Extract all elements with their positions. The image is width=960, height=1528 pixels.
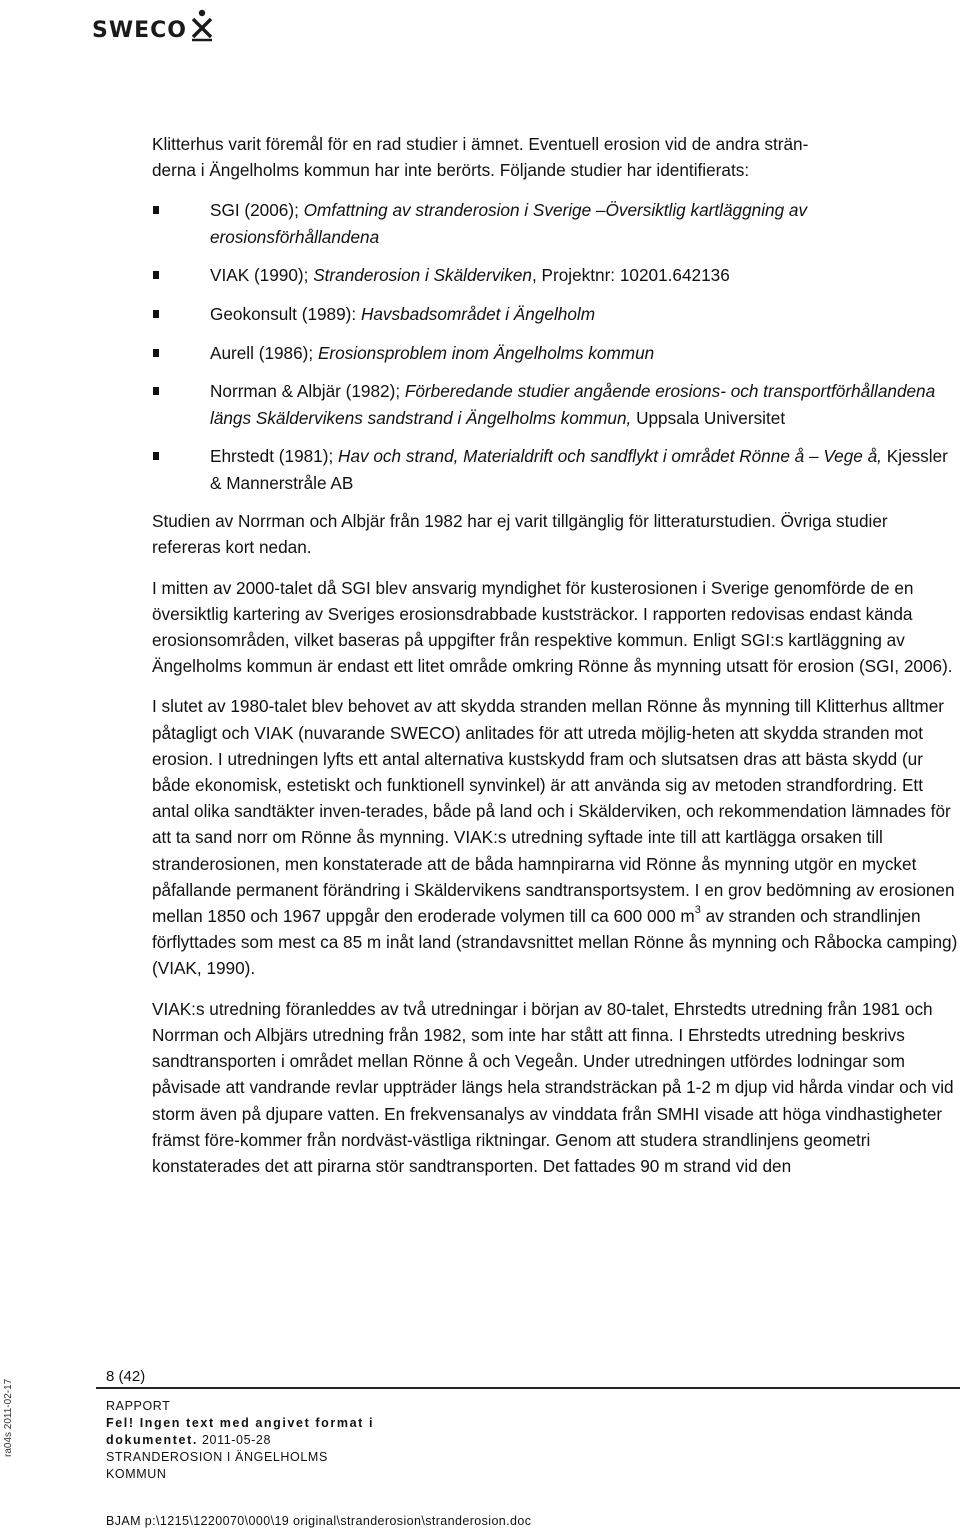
list-item [152, 378, 958, 430]
report-title-1: STRANDEROSION I ÄNGELHOLMS [106, 1450, 328, 1464]
study-tail: Uppsala Universitet [631, 407, 786, 428]
report-date-line [106, 1432, 374, 1449]
sweco-logo [92, 6, 215, 46]
report-date: 2011-05-28 [197, 1433, 272, 1447]
viak-text-b: av stranden och strandlinjen förflyttades som mest ca 85 m inåt land (strandavsnittet mellan Rönne ås mynning och Råbocka camping) (VIAK, 1990). [152, 906, 958, 979]
list-item [152, 197, 958, 249]
studies-list [152, 197, 958, 495]
report-title-2: KOMMUN [106, 1467, 167, 1481]
study-author: Norrman & Albjär (1982); [210, 381, 405, 402]
list-item [152, 443, 958, 495]
intro-line-2: derna i Ängelholms kommun har inte berörts. Följande studier har identifierats: [152, 160, 750, 181]
page-number: 8 (42) [106, 1368, 146, 1385]
study-author: Aurell (1986); [210, 342, 318, 363]
study-title: Havsbadsområdet i Ängelholm [360, 304, 596, 325]
intro-paragraph [152, 131, 958, 183]
report-type: RAPPORT [106, 1399, 171, 1413]
study-title: Förberedande studier angående erosions- och transportförhållandena längs Skäldervikens sandstrand i Ängelholms kommun, [210, 381, 936, 428]
bullet-icon [153, 310, 159, 318]
list-item [152, 262, 958, 288]
footer-meta [106, 1398, 374, 1483]
study-title: Erosionsproblem inom Ängelholms kommun [317, 342, 655, 363]
study-author: SGI (2006); [210, 200, 304, 221]
sweco-star-icon [189, 8, 215, 42]
list-item [152, 301, 958, 327]
bullet-icon [153, 387, 159, 395]
field-error-end: dokumentet. [106, 1433, 198, 1447]
report-body [152, 131, 958, 1193]
study-tail: , Projektnr: 10201.642136 [531, 265, 730, 286]
logo-text: SWECO [92, 18, 187, 43]
viak-text-a: I slutet av 1980-talet blev behovet av att skydda stranden mellan Rönne ås mynning till Klitterhus alltmer påtagligt och VIAK (nuvarande SWECO) anlitades för att utreda möjlig-heten att skydda stranden mot erosion. I utredningen lyfts ett antal alternativa kustskydd fram och slutsatsen dras att bästa skydd (ur både ekonomisk, estetiskt och funktionell synvinkel) är att använda sig av metoden strandfordring. Ett antal olika sandtäkter inven-terades, både på land och i Skälderviken, och rekommendation lämnades för att ta sand norr om Rönne ås mynning. VIAK:s utredning syftade inte till att kartlägga orsaken till stranderosionen, men konstaterade att de båda hamnpirarna vid Rönne ås mynning utgör en mycket påfallande permanent förändring i Skäldervikens sandtransportsystem. I en grov bedömning av erosionen mellan 1850 och 1967 uppgår den eroderade volymen till ca 600 000 m [152, 696, 955, 927]
superscript-3: 3 [694, 904, 701, 917]
bullet-icon [153, 271, 159, 279]
paragraph-norrman: Studien av Norrman och Albjär från 1982 har ej varit tillgänglig för litteraturstudien. Övriga studier refereras kort nedan. [152, 511, 888, 558]
document-path: BJAM p:\1215\1220070\000\19 original\stranderosion\stranderosion.doc [106, 1514, 532, 1528]
footer-divider [96, 1387, 960, 1389]
template-code: ra04s 2011-02-17 [3, 1378, 14, 1457]
bullet-icon [153, 206, 159, 214]
study-title: Stranderosion i Skälderviken [313, 265, 532, 286]
study-author: Ehrstedt (1981); [210, 446, 339, 467]
study-tail: Kjessler & Mannerstråle AB [210, 446, 948, 493]
list-item [152, 340, 958, 366]
study-title: Hav och strand, Materialdrift och sandflykt i området Rönne å – Vege å, [338, 446, 882, 467]
paragraph-ehrstedt: VIAK:s utredning föranleddes av två utredningar i början av 80-talet, Ehrstedts utredning från 1981 och Norrman och Albjärs utredning från 1982, som inte har stått att finna. I Ehrstedts utredning beskrivs sandtransporten i området mellan Rönne å och Vegeån. Under utredningen utfördes lodningar som påvisade att vandrande revlar uppträder längs hela strandsträckan på 1-2 m djup vid hårda vindar och vid storm även på djupare vatten. En frekvensanalys av vinddata från SMHI visade att höga vindhastigheter främst före-kommer från nordväst-västliga riktningar. Genom att studera strandlinjens geometri konstaterades det att pirarna stör sandtransporten. Det fattades 90 m strand vid den [152, 998, 954, 1176]
study-title: Omfattning av stranderosion i Sverige –Översiktlig kartläggning av erosionsförhållandena [210, 200, 808, 247]
paragraph-sgi: I mitten av 2000-talet då SGI blev ansvarig myndighet för kusterosionen i Sverige genomförde de en översiktlig kartering av Sveriges erosionsdrabbade kuststräckor. I rapporten redovisas endast kända erosionsområden, vilket baseras på uppgifter från respektive kommun. Enligt SGI:s kartläggning av Ängelholms kommun är endast ett litet område omkring Rönne ås mynning utsatt för erosion (SGI, 2006). [152, 577, 953, 677]
study-author: Geokonsult (1989): [210, 304, 361, 325]
intro-line-1: Klitterhus varit föremål för en rad studier i ämnet. Eventuell erosion vid de andra strän- [152, 134, 809, 154]
paragraph-viak [152, 693, 958, 981]
field-error: Fel! Ingen text med angivet format i [106, 1416, 375, 1430]
bullet-icon [153, 452, 159, 460]
study-author: VIAK (1990); [210, 265, 314, 286]
bullet-icon [153, 349, 159, 357]
